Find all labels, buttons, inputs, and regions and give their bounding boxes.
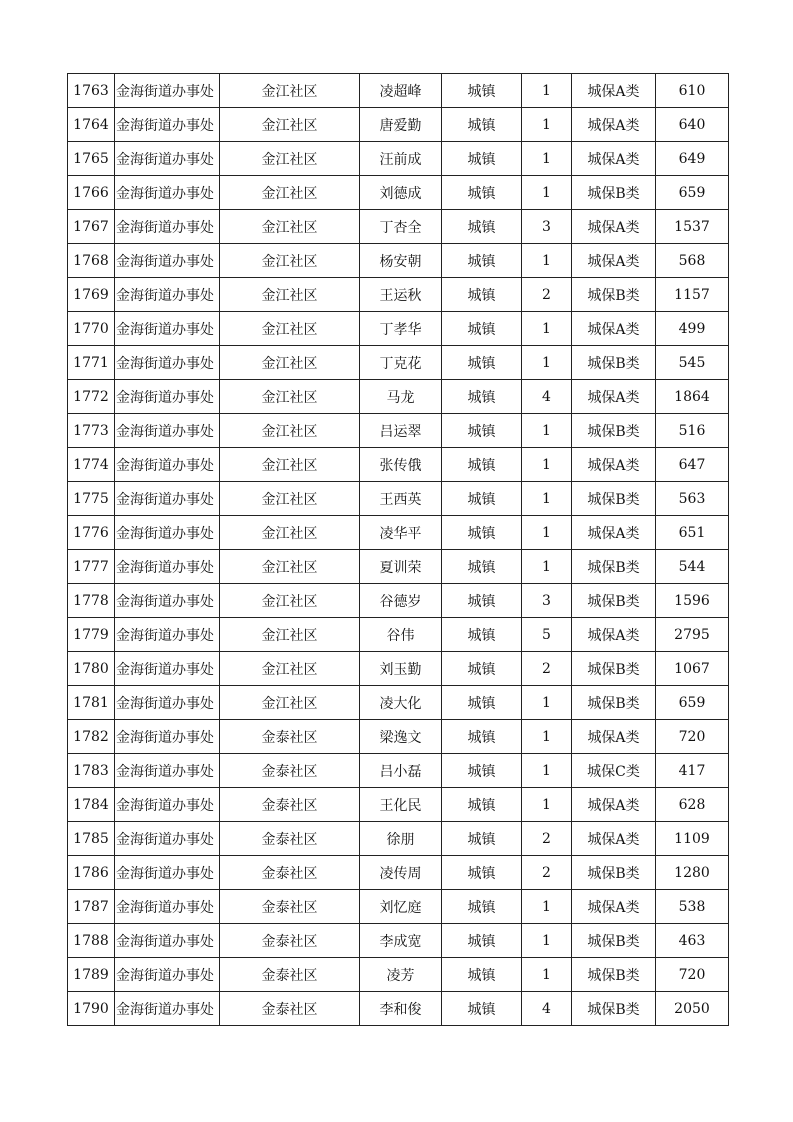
cell-row-number: 1773 (68, 414, 115, 448)
cell-row-number: 1785 (68, 822, 115, 856)
cell-household-type: 城镇 (442, 618, 522, 652)
table-row (68, 618, 729, 652)
cell-household-type: 城镇 (442, 312, 522, 346)
cell-row-number: 1770 (68, 312, 115, 346)
cell-community: 金江社区 (220, 482, 360, 516)
cell-street-office: 金海街道办事处 (115, 754, 220, 788)
cell-street-office: 金海街道办事处 (115, 890, 220, 924)
cell-community: 金江社区 (220, 380, 360, 414)
cell-member-count: 1 (522, 312, 572, 346)
cell-person-name: 李成宽 (360, 924, 442, 958)
table-row (68, 380, 729, 414)
cell-category: 城保A类 (572, 74, 656, 108)
cell-street-office: 金海街道办事处 (115, 108, 220, 142)
cell-community: 金江社区 (220, 550, 360, 584)
cell-person-name: 凌大化 (360, 686, 442, 720)
cell-street-office: 金海街道办事处 (115, 618, 220, 652)
table-body (68, 74, 729, 1026)
cell-amount: 647 (656, 448, 729, 482)
cell-amount: 1596 (656, 584, 729, 618)
cell-category: 城保B类 (572, 550, 656, 584)
cell-amount: 720 (656, 958, 729, 992)
table-row (68, 754, 729, 788)
cell-person-name: 谷伟 (360, 618, 442, 652)
cell-person-name: 李和俊 (360, 992, 442, 1026)
cell-household-type: 城镇 (442, 550, 522, 584)
cell-community: 金江社区 (220, 618, 360, 652)
cell-person-name: 王西英 (360, 482, 442, 516)
table-row (68, 244, 729, 278)
cell-member-count: 2 (522, 856, 572, 890)
cell-street-office: 金海街道办事处 (115, 278, 220, 312)
cell-row-number: 1779 (68, 618, 115, 652)
cell-street-office: 金海街道办事处 (115, 210, 220, 244)
cell-member-count: 3 (522, 210, 572, 244)
cell-category: 城保B类 (572, 992, 656, 1026)
cell-household-type: 城镇 (442, 482, 522, 516)
cell-row-number: 1782 (68, 720, 115, 754)
cell-category: 城保B类 (572, 584, 656, 618)
cell-member-count: 1 (522, 720, 572, 754)
cell-street-office: 金海街道办事处 (115, 856, 220, 890)
cell-street-office: 金海街道办事处 (115, 516, 220, 550)
cell-street-office: 金海街道办事处 (115, 312, 220, 346)
table-row (68, 142, 729, 176)
cell-community: 金江社区 (220, 448, 360, 482)
cell-household-type: 城镇 (442, 788, 522, 822)
cell-community: 金泰社区 (220, 754, 360, 788)
cell-community: 金泰社区 (220, 788, 360, 822)
cell-category: 城保A类 (572, 720, 656, 754)
cell-person-name: 凌超峰 (360, 74, 442, 108)
cell-person-name: 凌华平 (360, 516, 442, 550)
table-row (68, 550, 729, 584)
cell-street-office: 金海街道办事处 (115, 720, 220, 754)
cell-person-name: 马龙 (360, 380, 442, 414)
cell-community: 金泰社区 (220, 958, 360, 992)
table-row (68, 210, 729, 244)
cell-community: 金江社区 (220, 346, 360, 380)
cell-amount: 545 (656, 346, 729, 380)
cell-person-name: 刘忆庭 (360, 890, 442, 924)
cell-amount: 499 (656, 312, 729, 346)
cell-member-count: 1 (522, 550, 572, 584)
cell-member-count: 2 (522, 278, 572, 312)
cell-member-count: 4 (522, 380, 572, 414)
cell-member-count: 1 (522, 414, 572, 448)
cell-amount: 649 (656, 142, 729, 176)
cell-community: 金江社区 (220, 244, 360, 278)
cell-amount: 1109 (656, 822, 729, 856)
cell-person-name: 凌芳 (360, 958, 442, 992)
cell-category: 城保A类 (572, 142, 656, 176)
cell-member-count: 1 (522, 482, 572, 516)
cell-row-number: 1767 (68, 210, 115, 244)
cell-category: 城保B类 (572, 346, 656, 380)
cell-amount: 610 (656, 74, 729, 108)
cell-member-count: 1 (522, 142, 572, 176)
cell-person-name: 夏训荣 (360, 550, 442, 584)
cell-amount: 659 (656, 686, 729, 720)
cell-amount: 1067 (656, 652, 729, 686)
cell-person-name: 吕运翠 (360, 414, 442, 448)
cell-member-count: 1 (522, 686, 572, 720)
cell-amount: 544 (656, 550, 729, 584)
cell-community: 金泰社区 (220, 720, 360, 754)
cell-street-office: 金海街道办事处 (115, 550, 220, 584)
cell-row-number: 1788 (68, 924, 115, 958)
cell-household-type: 城镇 (442, 414, 522, 448)
document-page (67, 73, 728, 1026)
table-row (68, 482, 729, 516)
cell-category: 城保A类 (572, 788, 656, 822)
table-row (68, 992, 729, 1026)
cell-category: 城保A类 (572, 516, 656, 550)
cell-row-number: 1765 (68, 142, 115, 176)
cell-community: 金江社区 (220, 414, 360, 448)
cell-member-count: 2 (522, 652, 572, 686)
cell-category: 城保B类 (572, 414, 656, 448)
cell-member-count: 1 (522, 788, 572, 822)
cell-row-number: 1766 (68, 176, 115, 210)
cell-category: 城保A类 (572, 448, 656, 482)
cell-amount: 538 (656, 890, 729, 924)
cell-community: 金泰社区 (220, 992, 360, 1026)
cell-street-office: 金海街道办事处 (115, 958, 220, 992)
table-row (68, 686, 729, 720)
cell-amount: 563 (656, 482, 729, 516)
cell-street-office: 金海街道办事处 (115, 142, 220, 176)
cell-person-name: 丁孝华 (360, 312, 442, 346)
cell-street-office: 金海街道办事处 (115, 414, 220, 448)
table-row (68, 822, 729, 856)
cell-member-count: 1 (522, 244, 572, 278)
cell-household-type: 城镇 (442, 244, 522, 278)
table-row (68, 346, 729, 380)
cell-household-type: 城镇 (442, 924, 522, 958)
cell-street-office: 金海街道办事处 (115, 346, 220, 380)
table-row (68, 74, 729, 108)
cell-row-number: 1772 (68, 380, 115, 414)
cell-person-name: 丁杏全 (360, 210, 442, 244)
cell-person-name: 王运秋 (360, 278, 442, 312)
cell-row-number: 1776 (68, 516, 115, 550)
cell-member-count: 1 (522, 958, 572, 992)
cell-amount: 720 (656, 720, 729, 754)
cell-street-office: 金海街道办事处 (115, 992, 220, 1026)
cell-category: 城保C类 (572, 754, 656, 788)
cell-community: 金江社区 (220, 312, 360, 346)
cell-member-count: 5 (522, 618, 572, 652)
cell-community: 金江社区 (220, 142, 360, 176)
cell-street-office: 金海街道办事处 (115, 652, 220, 686)
table-row (68, 584, 729, 618)
cell-member-count: 1 (522, 754, 572, 788)
cell-person-name: 梁逸文 (360, 720, 442, 754)
cell-person-name: 刘德成 (360, 176, 442, 210)
cell-category: 城保B类 (572, 482, 656, 516)
cell-amount: 628 (656, 788, 729, 822)
cell-member-count: 4 (522, 992, 572, 1026)
cell-member-count: 1 (522, 924, 572, 958)
table-row (68, 176, 729, 210)
cell-row-number: 1764 (68, 108, 115, 142)
cell-amount: 516 (656, 414, 729, 448)
cell-member-count: 1 (522, 890, 572, 924)
cell-household-type: 城镇 (442, 856, 522, 890)
cell-household-type: 城镇 (442, 210, 522, 244)
cell-member-count: 2 (522, 822, 572, 856)
cell-row-number: 1763 (68, 74, 115, 108)
cell-community: 金江社区 (220, 652, 360, 686)
cell-street-office: 金海街道办事处 (115, 924, 220, 958)
cell-row-number: 1778 (68, 584, 115, 618)
cell-person-name: 王化民 (360, 788, 442, 822)
cell-household-type: 城镇 (442, 958, 522, 992)
cell-category: 城保B类 (572, 856, 656, 890)
cell-person-name: 吕小磊 (360, 754, 442, 788)
cell-row-number: 1771 (68, 346, 115, 380)
cell-row-number: 1783 (68, 754, 115, 788)
cell-category: 城保A类 (572, 108, 656, 142)
cell-category: 城保A类 (572, 244, 656, 278)
cell-category: 城保A类 (572, 822, 656, 856)
table-row (68, 924, 729, 958)
cell-amount: 659 (656, 176, 729, 210)
cell-person-name: 徐朋 (360, 822, 442, 856)
cell-household-type: 城镇 (442, 822, 522, 856)
cell-row-number: 1775 (68, 482, 115, 516)
cell-row-number: 1787 (68, 890, 115, 924)
cell-row-number: 1774 (68, 448, 115, 482)
table-row (68, 856, 729, 890)
cell-row-number: 1768 (68, 244, 115, 278)
cell-row-number: 1769 (68, 278, 115, 312)
cell-street-office: 金海街道办事处 (115, 686, 220, 720)
cell-amount: 1537 (656, 210, 729, 244)
cell-category: 城保A类 (572, 380, 656, 414)
cell-community: 金江社区 (220, 108, 360, 142)
cell-row-number: 1790 (68, 992, 115, 1026)
cell-amount: 1864 (656, 380, 729, 414)
table-row (68, 652, 729, 686)
cell-household-type: 城镇 (442, 346, 522, 380)
table-row (68, 414, 729, 448)
cell-person-name: 唐爱勤 (360, 108, 442, 142)
cell-amount: 651 (656, 516, 729, 550)
cell-category: 城保A类 (572, 312, 656, 346)
cell-category: 城保B类 (572, 652, 656, 686)
cell-row-number: 1781 (68, 686, 115, 720)
cell-person-name: 凌传周 (360, 856, 442, 890)
cell-amount: 1157 (656, 278, 729, 312)
cell-row-number: 1789 (68, 958, 115, 992)
cell-household-type: 城镇 (442, 890, 522, 924)
cell-member-count: 1 (522, 176, 572, 210)
cell-community: 金江社区 (220, 516, 360, 550)
cell-amount: 417 (656, 754, 729, 788)
cell-amount: 2795 (656, 618, 729, 652)
table-row (68, 312, 729, 346)
cell-row-number: 1777 (68, 550, 115, 584)
cell-member-count: 1 (522, 346, 572, 380)
cell-household-type: 城镇 (442, 686, 522, 720)
cell-category: 城保B类 (572, 958, 656, 992)
cell-category: 城保B类 (572, 278, 656, 312)
cell-community: 金江社区 (220, 278, 360, 312)
cell-member-count: 1 (522, 74, 572, 108)
cell-category: 城保B类 (572, 686, 656, 720)
cell-community: 金江社区 (220, 74, 360, 108)
cell-member-count: 1 (522, 448, 572, 482)
records-table (67, 73, 729, 1026)
cell-street-office: 金海街道办事处 (115, 74, 220, 108)
cell-household-type: 城镇 (442, 754, 522, 788)
cell-category: 城保A类 (572, 618, 656, 652)
cell-person-name: 张传俄 (360, 448, 442, 482)
cell-amount: 2050 (656, 992, 729, 1026)
cell-household-type: 城镇 (442, 652, 522, 686)
cell-person-name: 谷德岁 (360, 584, 442, 618)
table-row (68, 448, 729, 482)
cell-category: 城保A类 (572, 890, 656, 924)
table-row (68, 958, 729, 992)
cell-household-type: 城镇 (442, 992, 522, 1026)
cell-amount: 463 (656, 924, 729, 958)
table-row (68, 278, 729, 312)
cell-street-office: 金海街道办事处 (115, 448, 220, 482)
cell-amount: 640 (656, 108, 729, 142)
cell-amount: 1280 (656, 856, 729, 890)
cell-category: 城保A类 (572, 210, 656, 244)
cell-community: 金泰社区 (220, 890, 360, 924)
cell-person-name: 丁克花 (360, 346, 442, 380)
cell-community: 金泰社区 (220, 924, 360, 958)
cell-community: 金泰社区 (220, 822, 360, 856)
cell-person-name: 刘玉勤 (360, 652, 442, 686)
cell-community: 金泰社区 (220, 856, 360, 890)
cell-street-office: 金海街道办事处 (115, 584, 220, 618)
cell-household-type: 城镇 (442, 142, 522, 176)
table-row (68, 108, 729, 142)
cell-community: 金江社区 (220, 210, 360, 244)
cell-household-type: 城镇 (442, 380, 522, 414)
cell-household-type: 城镇 (442, 176, 522, 210)
cell-street-office: 金海街道办事处 (115, 482, 220, 516)
cell-street-office: 金海街道办事处 (115, 176, 220, 210)
cell-community: 金江社区 (220, 686, 360, 720)
table-row (68, 890, 729, 924)
cell-street-office: 金海街道办事处 (115, 822, 220, 856)
cell-household-type: 城镇 (442, 584, 522, 618)
cell-street-office: 金海街道办事处 (115, 788, 220, 822)
cell-row-number: 1780 (68, 652, 115, 686)
cell-member-count: 1 (522, 108, 572, 142)
cell-community: 金江社区 (220, 584, 360, 618)
cell-member-count: 1 (522, 516, 572, 550)
table-row (68, 516, 729, 550)
cell-category: 城保B类 (572, 924, 656, 958)
table-row (68, 720, 729, 754)
cell-household-type: 城镇 (442, 74, 522, 108)
cell-community: 金江社区 (220, 176, 360, 210)
cell-row-number: 1786 (68, 856, 115, 890)
cell-amount: 568 (656, 244, 729, 278)
cell-household-type: 城镇 (442, 448, 522, 482)
cell-category: 城保B类 (572, 176, 656, 210)
cell-row-number: 1784 (68, 788, 115, 822)
cell-person-name: 汪前成 (360, 142, 442, 176)
cell-household-type: 城镇 (442, 720, 522, 754)
cell-household-type: 城镇 (442, 516, 522, 550)
cell-household-type: 城镇 (442, 278, 522, 312)
cell-street-office: 金海街道办事处 (115, 244, 220, 278)
table-row (68, 788, 729, 822)
cell-household-type: 城镇 (442, 108, 522, 142)
cell-street-office: 金海街道办事处 (115, 380, 220, 414)
cell-person-name: 杨安朝 (360, 244, 442, 278)
cell-member-count: 3 (522, 584, 572, 618)
